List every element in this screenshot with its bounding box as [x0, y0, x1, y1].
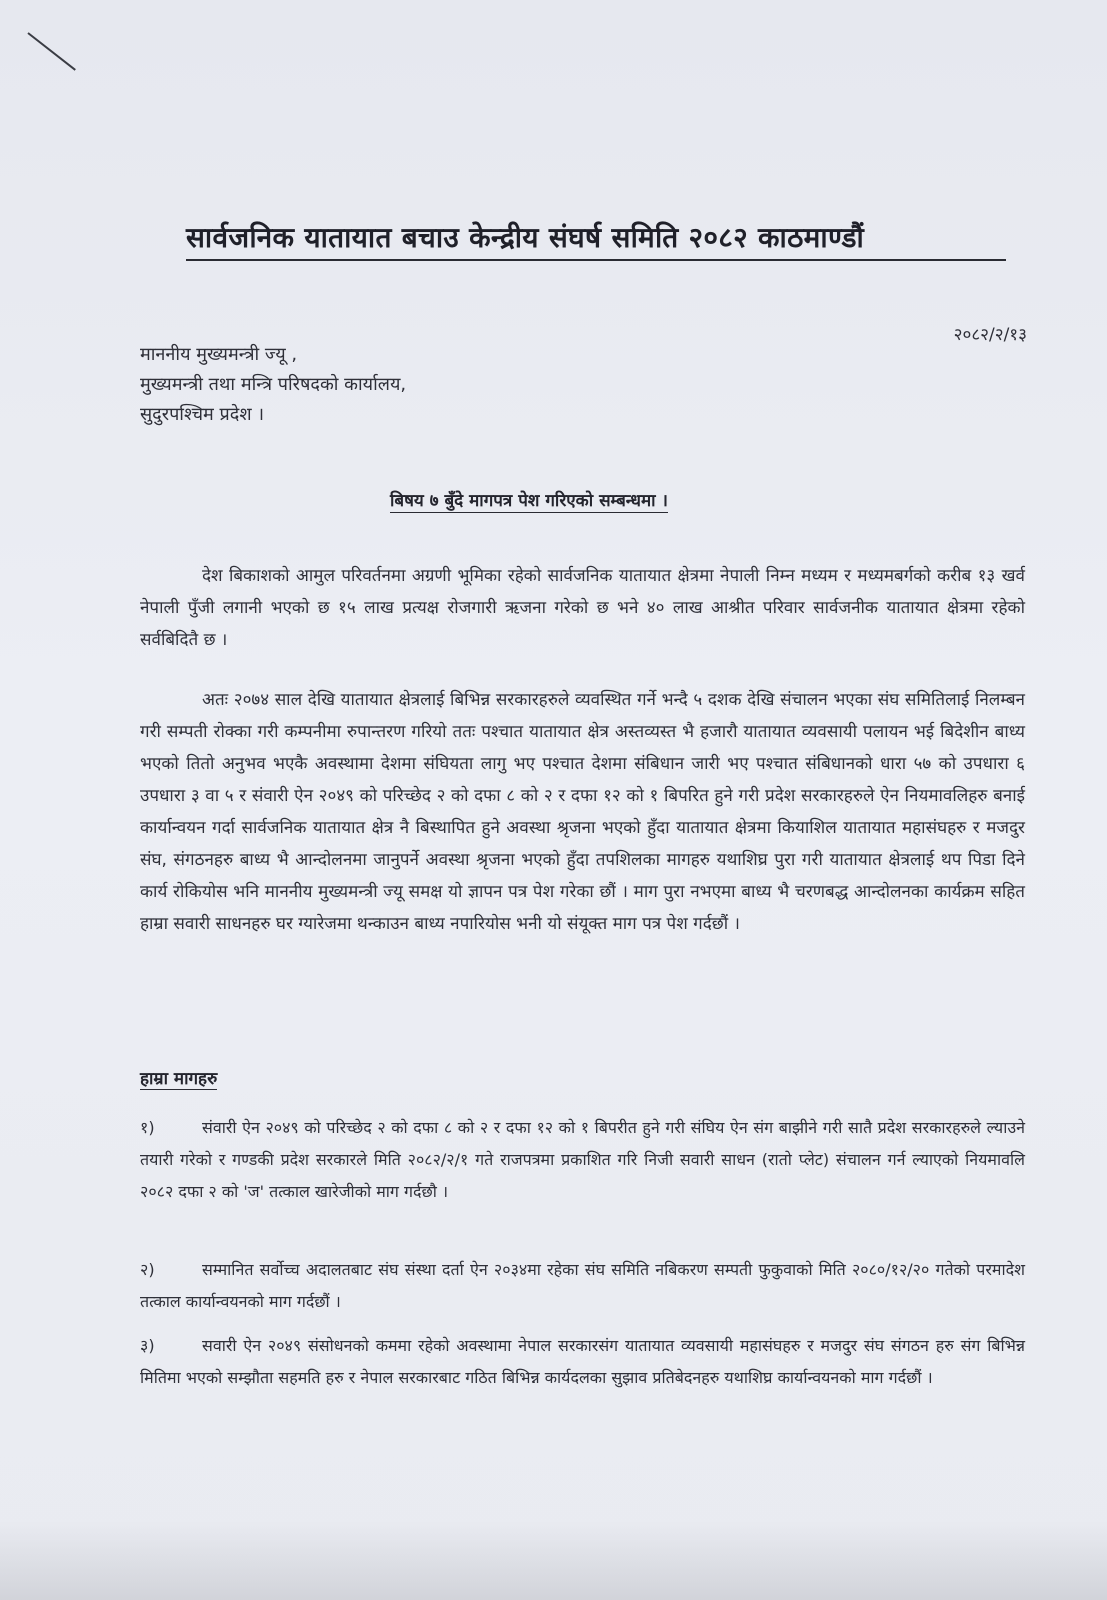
demand-number: १)	[140, 1118, 155, 1137]
addressee-line: मुख्यमन्त्री तथा मन्त्रि परिषदको कार्यालय,	[140, 374, 407, 395]
subject-line: बिषय ७ बुँदे मागपत्र पेश गरिएको सम्बन्धमा ।	[390, 488, 668, 513]
body-paragraph: देश बिकाशको आमुल परिवर्तनमा अग्रणी भूमिका रहेको सार्वजनिक यातायात क्षेत्रमा नेपाली निम्न मध्यम र मध्यमबर्गको करीब १३ खर्व नेपाली पुँजी लगानी भएको छ १५ लाख प्रत्यक्ष रोजगारी ऋजना गरेको छ भने ४० लाख आश्रीत परिवार सार्वजनीक यातायात क्षेत्रमा रहेको सर्वबिदितै छ ।	[140, 566, 1025, 650]
demand-item	[140, 1112, 1025, 1208]
addressee-line: माननीय मुख्यमन्त्री ज्यू ,	[140, 344, 298, 365]
demand-number: ३)	[140, 1336, 155, 1355]
pen-mark	[27, 32, 76, 71]
addressee-line: सुदुरपश्चिम प्रदेश ।	[140, 404, 265, 425]
demand-number: २)	[140, 1260, 155, 1279]
letter-title: सार्वजनिक यातायात बचाउ केन्द्रीय संघर्ष समिति २०८२ काठमाण्डौं	[186, 218, 1006, 261]
demand-text: सवारी ऐन २०४९ संसोधनको कममा रहेको अवस्थामा नेपाल सरकारसंग यातायात व्यवसायी महासंघहरु र मजदुर संघ संगठन हरु संग बिभिन्न मितिमा भएको सम्झौता सहमति हरु र नेपाल सरकारबाट गठित बिभिन्न कार्यदलका सुझाव प्रतिबेदनहरु यथाशिघ्र कार्यान्वयनको माग गर्दछौं ।	[140, 1336, 1025, 1387]
demand-text: संवारी ऐन २०४९ को परिच्छेद २ को दफा ८ को २ र दफा १२ को १ बिपरीत हुने गरी संघिय ऐन संग बाझीने गरी सातै प्रदेश सरकारहरुले ल्याउने तयारी गरेको र गण्डकी प्रदेश सरकारले मिति २०८२/२/१ गते राजपत्रमा प्रकाशित गरि निजी सवारी साधन (रातो प्लेट) संचालन गर्न ल्याएको नियमावलि २०८२ दफा २ को 'ज' तत्काल खारेजीको माग गर्दछौ ।	[140, 1118, 1025, 1201]
letter-date: २०८२/२/१३	[953, 325, 1027, 345]
body-paragraph: अतः २०७४ साल देखि यातायात क्षेत्रलाई बिभिन्न सरकारहरुले व्यवस्थित गर्ने भन्दै ५ दशक देखि संचालन भएका संघ समितिलाई निलम्बन गरी सम्पती रोक्का गरी कम्पनीमा रुपान्तरण गरियो ततः पश्चात यातायात क्षेत्र अस्तव्यस्त भै हजारौ यातायात व्यवसायी पलायन भई बिदेशीन बाध्य भएको तितो अनुभव भएकै अवस्थामा देशमा संघियता लागु भए पश्चात देशमा संबिधान जारी भए पश्चात संबिधानको धारा ५७ को उपधारा ६ उपधारा ३ वा ५ र संवारी ऐन २०४९ को परिच्छेद २ को दफा ८ को २ र दफा १२ को १ बिपरित हुने गरी प्रदेश सरकारहरुले ऐन नियमावलिहरु बनाई कार्यान्वयन गर्दा सार्वजनिक यातायात क्षेत्र नै बिस्थापित हुने अवस्था श्रृजना भएको हुँदा यातायात क्षेत्रमा कियाशिल यातायात महासंघहरु र मजदुर संघ, संगठनहरु बाध्य भै आन्दोलनमा जानुपर्ने अवस्था श्रृजना भएको हुँदा तपशिलका मागहरु यथाशिघ्र पुरा गरी यातायात क्षेत्रलाई थप पिडा दिने कार्य रोकियोस भनि माननीय मुख्यमन्त्री ज्यू समक्ष यो ज्ञापन पत्र पेश गरेका छौं । माग पुरा नभएमा बाध्य भै चरणबद्ध आन्दोलनका कार्यक्रम सहित हाम्रा सवारी साधनहरु घर ग्यारेजमा थन्काउन बाध्य नपारियोस भनी यो संयूक्त माग पत्र पेश गर्दछौं ।	[140, 690, 1025, 934]
demand-item	[140, 1254, 1025, 1318]
addressee-block	[140, 340, 406, 430]
page-shadow	[0, 1520, 1107, 1600]
demands-heading: हाम्रा मागहरु	[140, 1066, 217, 1090]
demand-item	[140, 1330, 1025, 1394]
demand-text: सम्मानित सर्वोच्च अदालतबाट संघ संस्था दर्ता ऐन २०३४मा रहेका संघ समिति नबिकरण सम्पती फुकुवाको मिति २०८०/१२/२० गतेको परमादेश तत्काल कार्यान्वयनको माग गर्दछौं ।	[140, 1260, 1025, 1311]
